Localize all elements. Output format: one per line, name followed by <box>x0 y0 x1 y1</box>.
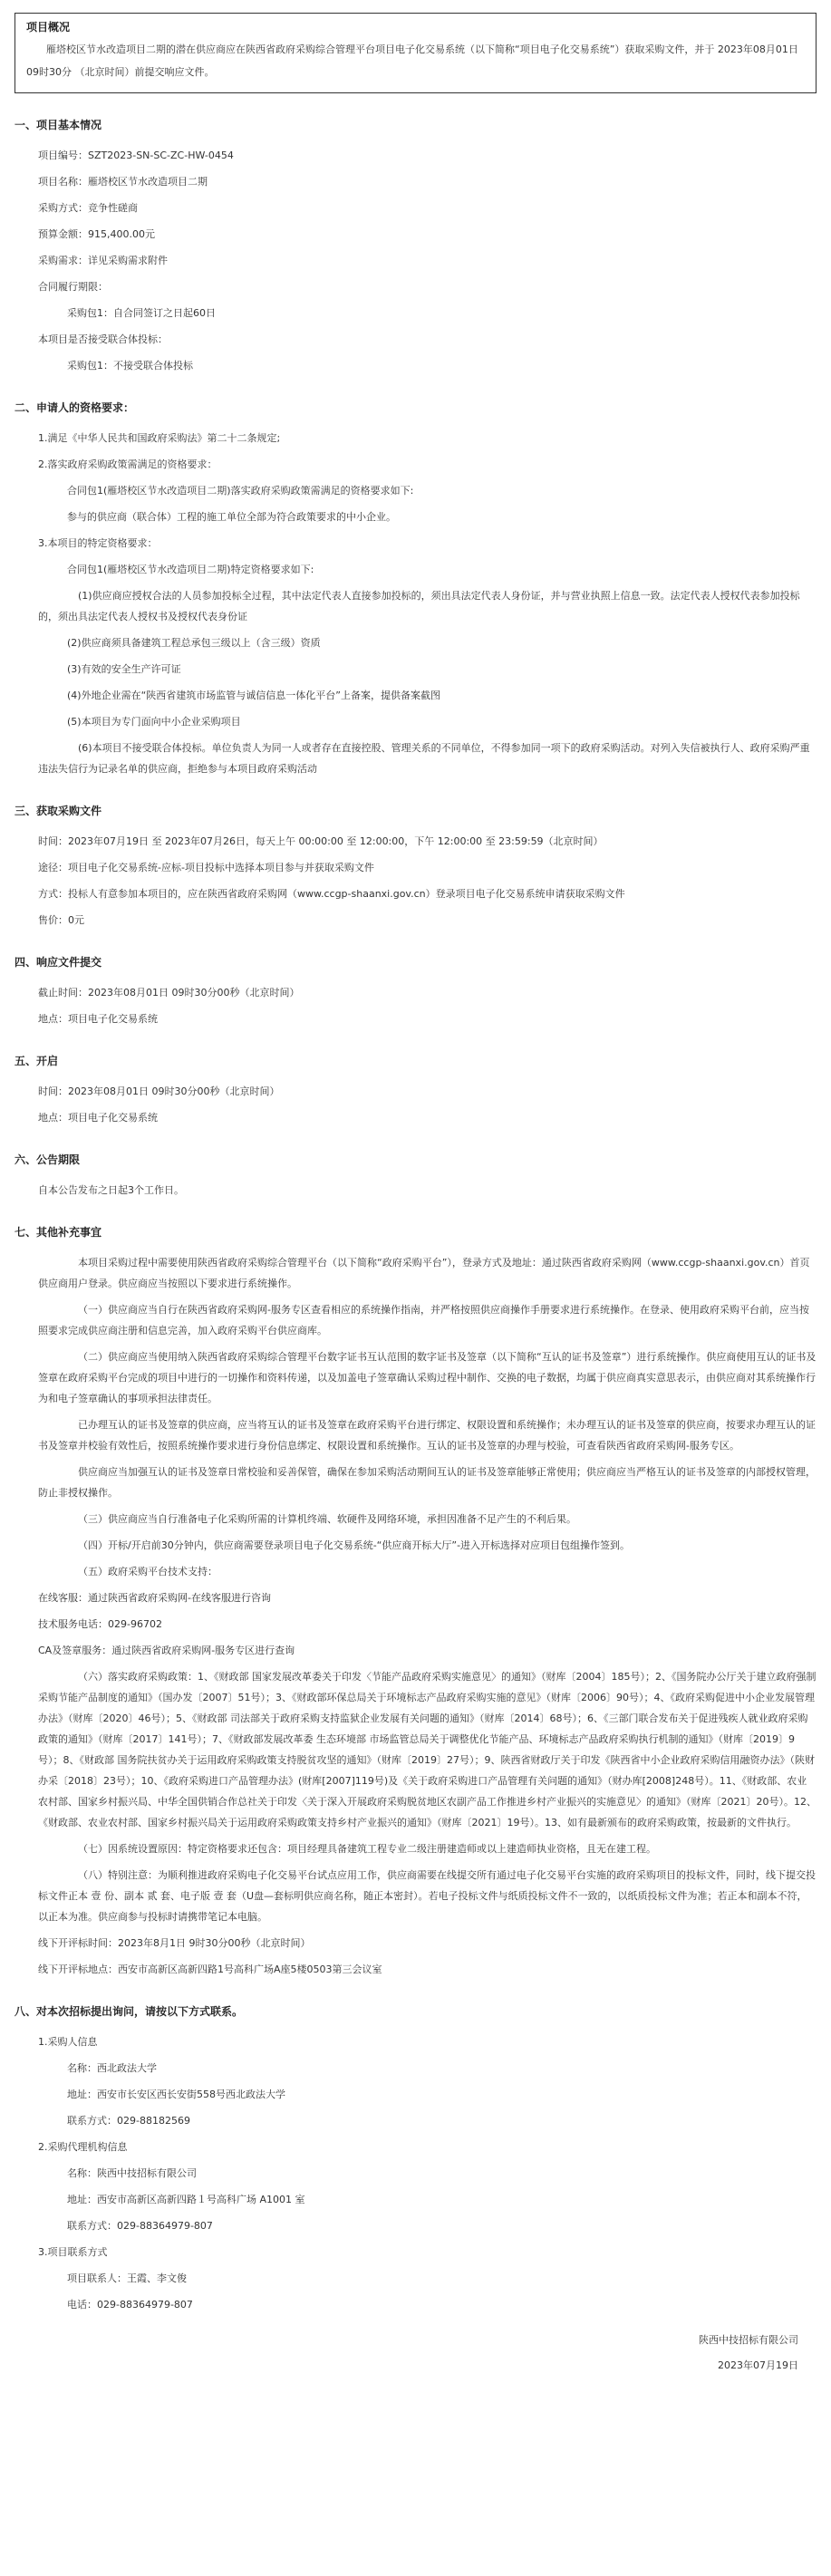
section-basic-info <box>14 117 817 376</box>
signature-block <box>14 2328 817 2378</box>
requirement-item: (2)供应商须具备建筑工程总承包三级以上（含三级）资质 <box>67 637 321 649</box>
qual-subitem: 合同包1(雁塔校区节水改造项目二期)落实政府采购政策需满足的资格要求如下: <box>67 485 414 497</box>
supplementary-paragraph: 已办理互认的证书及签章的供应商，应当将互认的证书及签章在政府采购平台进行绑定、权限设置和系统操作；未办理互认的证书及签章的供应商，按要求办理互认的证书及签章并校验有效性后，按照系统操作要求进行身份信息绑定、权限设置和系统操作。互认的证书及签章的办理与校验，可查看陕西省政府采购网-服务专区。 <box>38 1419 816 1452</box>
supplementary-paragraph: （七）因系统设置原因：特定资格要求还包含：项目经理具备建筑工程专业二级注册建造师或以上建造师执业资格，且无在建工程。 <box>78 1843 656 1855</box>
policy-paragraph: （六）落实政府采购政策：1、《财政部 国家发展改革委关于印发〈节能产品政府采购实施意见〉的通知》（财库〔2004〕185号）；2、《国务院办公厅关于建立政府强制采购节能产品制度的通知》（国办发〔2007〕51号）；3、《财政部环保总局关于环境标志产品政府采购实施的意见》（财库〔2006〕90号）；4、《政府采购促进中小企业发展管理办法》（财库〔2020〕46号）；5、《财政部 司法部关于政府采购支持监狱企业发展有关问题的通知》（财库〔2014〕68号）；6、《三部门联合发布关于促进残疾人就业政府采购政策的通知》（财库〔2017〕141号）；7、《财政部发展改革委 生态环境部 市场监管总局关于调整优化节能产品、环境标志产品政府采购执行机制的通知》（财库〔2019〕9号）；8、《财政部 国务院扶贫办关于运用政府采购政策支持脱贫攻坚的通知》（财库〔2019〕27号）；9、陕西省财政厅关于印发《陕西省中小企业政府采购信用融资办法》（陕财办采〔2018〕23号）；10、《政府采购进口产品管理办法》(财库[2007]119号)及《关于政府采购进口产品管理有关问题的通知》（财办库[2008]248号）。11、《财政部、农业农村部、国家乡村振兴局、中华全国供销合作总社关于印发〈关于深入开展政府采购脱贫地区农副产品工作推进乡村产业振兴的实施意见〉的通知》（财库〔2021〕20号）。12、《财政部、农业农村部、国家乡村振兴局关于运用政府采购政策支持乡村产业振兴的通知》（财库〔2021〕19号）。13、如有最新颁布的政府采购政策，按最新的文件执行。 <box>38 1671 817 1828</box>
procurement-requirements: 采购需求：详见采购需求附件 <box>38 255 168 266</box>
joint-bid-value: 采购包1：不接受联合体投标 <box>67 360 193 371</box>
supplementary-paragraph: （五）政府采购平台技术支持： <box>78 1566 217 1577</box>
supplementary-paragraph: （一）供应商应当自行在陕西省政府采购网-服务专区查看相应的系统操作指南，并严格按照供应商操作手册要求进行系统操作。在登录、使用政府采购平台前，应当按照要求完成供应商注册和信息完善，加入政府采购平台供应商库。 <box>38 1304 809 1336</box>
section-notice-period <box>14 1152 817 1201</box>
overview-title: 项目概况 <box>26 21 71 34</box>
supplementary-paragraph: （二）供应商应当使用纳入陕西省政府采购综合管理平台数字证书互认范围的数字证书及签章（以下简称“互认的证书及签章”）进行系统操作。供应商使用互认的证书及签章在政府采购平台完成的项目中进行的一切操作和资料传递，以及加盖电子签章确认采购过程中制作、交换的电子数据，均属于供应商真实意思表示，由供应商对其系统操作行为和电子签章确认的事项承担法律责任。 <box>38 1351 817 1404</box>
submission-deadline: 截止时间：2023年08月01日 09时30分00秒（北京时间） <box>38 987 300 999</box>
project-name: 项目名称：雁塔校区节水改造项目二期 <box>38 176 208 188</box>
contract-period-value: 采购包1：自合同签订之日起60日 <box>67 307 216 319</box>
support-online: 在线客服：通过陕西省政府采购网-在线客服进行咨询 <box>38 1592 271 1604</box>
section-title: 五、开启 <box>14 1055 59 1067</box>
requirement-item: (4)外地企业需在“陕西省建筑市场监管与诚信信息一体化平台”上备案，提供备案截图 <box>67 690 440 701</box>
section-title: 一、项目基本情况 <box>14 119 102 131</box>
section-title: 八、对本次招标提出询问，请按以下方式联系。 <box>14 2005 244 2018</box>
section-submission <box>14 954 817 1029</box>
purchaser-phone: 联系方式：029-88182569 <box>67 2115 190 2127</box>
section-title: 三、获取采购文件 <box>14 805 102 817</box>
agency-address: 地址：西安市高新区高新四路１号高科广场 A1001 室 <box>67 2194 305 2205</box>
section-title: 四、响应文件提交 <box>14 956 102 969</box>
agency-name: 名称：陕西中技招标有限公司 <box>67 2167 197 2179</box>
opening-place: 地点：项目电子化交易系统 <box>38 1112 158 1124</box>
procurement-method: 采购方式：竞争性磋商 <box>38 202 138 214</box>
section-opening <box>14 1053 817 1128</box>
section-title: 二、申请人的资格要求： <box>14 401 135 414</box>
purchaser-name: 名称：西北政法大学 <box>67 2062 157 2074</box>
signature-date: 2023年07月19日 <box>718 2359 798 2371</box>
qual-item: 3.本项目的特定资格要求： <box>38 537 158 549</box>
offline-opening-place: 线下开评标地点：西安市高新区高新四路1号高科广场A座5楼0503第三会议室 <box>38 1963 382 1975</box>
project-overview-box <box>14 13 817 93</box>
joint-bid-label: 本项目是否接受联合体投标： <box>38 333 168 345</box>
project-number: 项目编号：SZT2023-SN-SC-ZC-HW-0454 <box>38 150 234 161</box>
section-obtain-documents <box>14 803 817 931</box>
supplementary-paragraph: （八）特别注意：为顺利推进政府采购电子化交易平台试点应用工作，供应商需要在线提交所有通过电子化交易平台实施的政府采购项目的投标文件，同时，线下提交投标文件正本 壹 份、副本 贰 套、电子版 壹 套（U盘—套标明供应商名称，随正本密封）。若电子投标文件与纸质投标文件不一致的，以纸质投标文件为准；若正本和副本不符，以正本为准。供应商参与投标时请携带笔记本电脑。 <box>38 1869 816 1923</box>
qual-item: 1.满足《中华人民共和国政府采购法》第二十二条规定; <box>38 432 281 444</box>
section-contacts <box>14 2003 817 2315</box>
qual-subitem: 参与的供应商（联合体）工程的施工单位全部为符合政策要求的中小企业。 <box>67 511 396 523</box>
support-phone: 技术服务电话：029-96702 <box>38 1618 162 1630</box>
purchaser-address: 地址：西安市长安区西长安街558号西北政法大学 <box>67 2089 285 2100</box>
qual-subitem: 合同包1(雁塔校区节水改造项目二期)特定资格要求如下: <box>67 564 314 575</box>
obtain-way: 途径：项目电子化交易系统-应标-项目投标中选择本项目参与并获取采购文件 <box>38 862 374 873</box>
project-contact-phone: 电话：029-88364979-807 <box>67 2299 193 2311</box>
requirement-item: (3)有效的安全生产许可证 <box>67 663 181 675</box>
section-title: 七、其他补充事宜 <box>14 1226 102 1239</box>
signature-company: 陕西中技招标有限公司 <box>699 2334 798 2346</box>
section-qualifications <box>14 400 817 779</box>
obtain-method: 方式：投标人有意参加本项目的，应在陕西省政府采购网（www.ccgp-shaanxi.gov.cn）登录项目电子化交易系统申请获取采购文件 <box>38 888 625 900</box>
offline-opening-time: 线下开评标时间：2023年8月1日 9时30分00秒（北京时间） <box>38 1937 311 1949</box>
requirement-item: (1)供应商应授权合法的人员参加投标全过程，其中法定代表人直接参加投标的，须出具法定代表人身份证，并与营业执照上信息一致。法定代表人授权代表参加投标的，须出具法定代表人授权书及授权代表身份证 <box>38 590 800 622</box>
section-title: 六、公告期限 <box>14 1153 81 1166</box>
requirement-item: (5)本项目为专门面向中小企业采购项目 <box>67 716 241 728</box>
supplementary-paragraph: （四）开标/开启前30分钟内，供应商需要登录项目电子化交易系统-“供应商开标大厅”-进入开标选择对应项目包组操作签到。 <box>78 1539 631 1551</box>
document-price: 售价：0元 <box>38 914 84 926</box>
section-supplementary <box>14 1224 817 1980</box>
purchaser-title: 1.采购人信息 <box>38 2036 98 2048</box>
notice-period-text: 自本公告发布之日起3个工作日。 <box>38 1184 184 1196</box>
project-contact-person: 项目联系人：王霞、李文俊 <box>67 2272 187 2284</box>
support-ca: CA及签章服务：通过陕西省政府采购网-服务专区进行查询 <box>38 1645 295 1656</box>
supplementary-paragraph: 供应商应当加强互认的证书及签章日常校验和妥善保管，确保在参加采购活动期间互认的证书及签章能够正常使用；供应商应当严格互认的证书及签章的内部授权管理，防止非授权操作。 <box>38 1466 816 1499</box>
overview-text: 雁塔校区节水改造项目二期的潜在供应商应在陕西省政府采购综合管理平台项目电子化交易系统（以下简称“项目电子化交易系统”）获取采购文件，并于 2023年08月01日 09时30分 （北京时间）前提交响应文件。 <box>26 43 798 78</box>
requirement-item: (6)本项目不接受联合体投标。单位负责人为同一人或者存在直接控股、管理关系的不同单位，不得参加同一项下的政府采购活动。对列入失信被执行人、政府采购严重违法失信行为记录名单的供应商，拒绝参与本项目政府采购活动 <box>38 742 810 775</box>
agency-phone: 联系方式：029-88364979-807 <box>67 2220 213 2232</box>
contract-period-label: 合同履行期限： <box>38 281 108 293</box>
project-contact-title: 3.项目联系方式 <box>38 2246 108 2258</box>
supplementary-paragraph: （三）供应商应当自行准备电子化采购所需的计算机终端、软硬件及网络环境，承担因准备不足产生的不利后果。 <box>78 1513 576 1525</box>
agency-title: 2.采购代理机构信息 <box>38 2141 128 2153</box>
qual-item: 2.落实政府采购政策需满足的资格要求： <box>38 458 217 470</box>
opening-time: 时间：2023年08月01日 09时30分00秒（北京时间） <box>38 1085 280 1097</box>
submission-place: 地点：项目电子化交易系统 <box>38 1013 158 1025</box>
budget-amount: 预算金额：915,400.00元 <box>38 228 155 240</box>
obtain-time: 时间：2023年07月19日 至 2023年07月26日，每天上午 00:00:00 至 12:00:00，下午 12:00:00 至 23:59:59（北京时间） <box>38 835 604 847</box>
supplementary-paragraph: 本项目采购过程中需要使用陕西省政府采购综合管理平台（以下简称“政府采购平台”），登录方式及地址：通过陕西省政府采购网（www.ccgp-shaanxi.gov.cn）首页供应商用户登录。供应商应当按照以下要求进行系统操作。 <box>38 1257 810 1289</box>
